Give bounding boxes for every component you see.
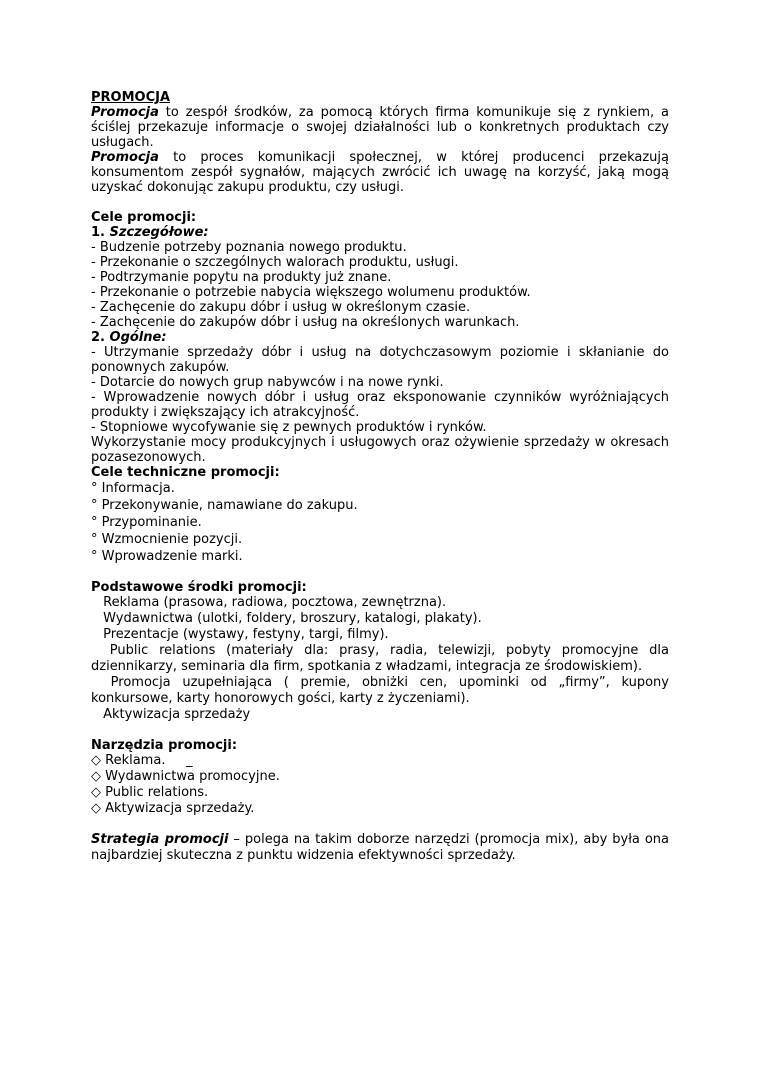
list-item: Aktywizacja sprzedaży — [99, 707, 251, 722]
page-title: PROMOCJA — [91, 90, 171, 105]
diamond-bullet-icon: ◇ — [91, 753, 101, 768]
tools-list — [91, 753, 669, 817]
list-item: - Stopniowe wycofywanie się z pewnych produktów i rynków. — [91, 420, 487, 435]
list-item: - Przekonanie o potrzebie nabycia większego wolumenu produktów. — [91, 285, 531, 300]
list-item: - Zachęcenie do zakupu dóbr i usług w określonym czasie. — [91, 300, 471, 315]
definition-1 — [91, 105, 669, 150]
list-item: Promocja uzupełniająca ( premie, obniżki cen, upominki od „firmy”, kupony konkursowe, karty honorowych gości, karty z życzeniami). — [91, 675, 669, 706]
list-item: ° Wprowadzenie marki. — [91, 549, 243, 564]
degree-bullet-icon: ° — [91, 515, 98, 530]
diamond-bullet-icon: ◇ — [91, 801, 101, 816]
list-item: ° Przekonywanie, namawiane do zakupu. — [91, 498, 358, 513]
tools-heading: Narzędzia promocji: — [91, 738, 238, 753]
definition-1-term: Promocja — [91, 105, 159, 120]
strategy-term: Strategia promocji — [91, 832, 229, 847]
strategy-paragraph — [91, 832, 669, 864]
specific-goals-title: Szczegółowe: — [109, 225, 209, 240]
list-item: - Dotarcie do nowych grup nabywców i na nowe rynki. — [91, 375, 444, 390]
list-item: Reklama (prasowa, radiowa, pocztowa, zewnętrzna). — [99, 595, 447, 610]
degree-bullet-icon: ° — [91, 481, 98, 496]
strategy-text: – polega na takim doborze narzędzi (promocja mix), aby była ona najbardziej skuteczna z punktu widzenia efektywności sprzedaży. — [91, 832, 669, 863]
means-list — [91, 595, 669, 723]
degree-bullet-icon: ° — [91, 549, 98, 564]
definition-2 — [91, 150, 669, 195]
list-item: - Wprowadzenie nowych dóbr i usług oraz eksponowanie czynników wyróżniających produkty i zwiększający ich atrakcyjność. — [91, 390, 669, 420]
list-item: Wydawnictwa (ulotki, foldery, broszury, katalogi, plakaty). — [99, 611, 482, 626]
definition-2-term: Promocja — [91, 150, 159, 165]
list-item: ◇ Wydawnictwa promocyjne. — [91, 769, 280, 784]
technical-goals-list — [91, 480, 669, 565]
definition-1-text: to zespół środków, za pomocą których firma komunikuje się z rynkiem, a ściślej przekazuje informacje o swojej działalności lub o konkretnych produktach czy usługach. — [91, 105, 669, 150]
list-item: Prezentacje (wystawy, festyny, targi, filmy). — [99, 627, 389, 642]
list-item: - Zachęcenie do zakupów dóbr i usług na określonych warunkach. — [91, 315, 520, 330]
means-heading: Podstawowe środki promocji: — [91, 580, 307, 595]
specific-goals-number: 1. — [91, 225, 110, 240]
list-item: ° Informacja. — [91, 481, 175, 496]
goals-heading: Cele promocji: — [91, 210, 197, 225]
list-item: ° Przypominanie. — [91, 515, 202, 530]
degree-bullet-icon: ° — [91, 498, 98, 513]
list-item: Wykorzystanie mocy produkcyjnych i usługowych oraz ożywienie sprzedaży w okresach pozasezonowych. — [91, 435, 669, 465]
list-item: - Utrzymanie sprzedaży dóbr i usług na dotychczasowym poziomie i skłanianie do ponownych zakupów. — [91, 345, 669, 375]
diamond-bullet-icon: ◇ — [91, 769, 101, 784]
list-item: ° Wzmocnienie pozycji. — [91, 532, 243, 547]
specific-goals-label — [91, 225, 669, 240]
list-item: Public relations (materiały dla: prasy, radia, telewizji, pobyty promocyjne dla dziennikarzy, seminaria dla firm, spotkania z władzami, integracja ze środowiskiem). — [91, 643, 669, 674]
list-item: - Przekonanie o szczególnych walorach produktu, usługi. — [91, 255, 459, 270]
general-goals-number: 2. — [91, 330, 110, 345]
technical-goals-heading: Cele techniczne promocji: — [91, 465, 280, 480]
list-item: ◇ Aktywizacja sprzedaży. — [91, 801, 255, 816]
diamond-bullet-icon: ◇ — [91, 785, 101, 800]
list-item: - Budzenie potrzeby poznania nowego produktu. — [91, 240, 407, 255]
list-item: ◇ Reklama. _ — [91, 753, 193, 768]
list-item: ◇ Public relations. — [91, 785, 209, 800]
general-goals-label — [91, 330, 669, 345]
list-item: - Podtrzymanie popytu na produkty już znane. — [91, 270, 392, 285]
degree-bullet-icon: ° — [91, 532, 98, 547]
definition-2-text: to proces komunikacji społecznej, w której producenci przekazują konsumentom zespół sygnałów, mających zwrócić ich uwagę na korzyść, jaką mogą uzyskać dokonując zakupu produktu, czy usługi. — [91, 150, 669, 195]
general-goals-title: Ogólne: — [109, 330, 167, 345]
